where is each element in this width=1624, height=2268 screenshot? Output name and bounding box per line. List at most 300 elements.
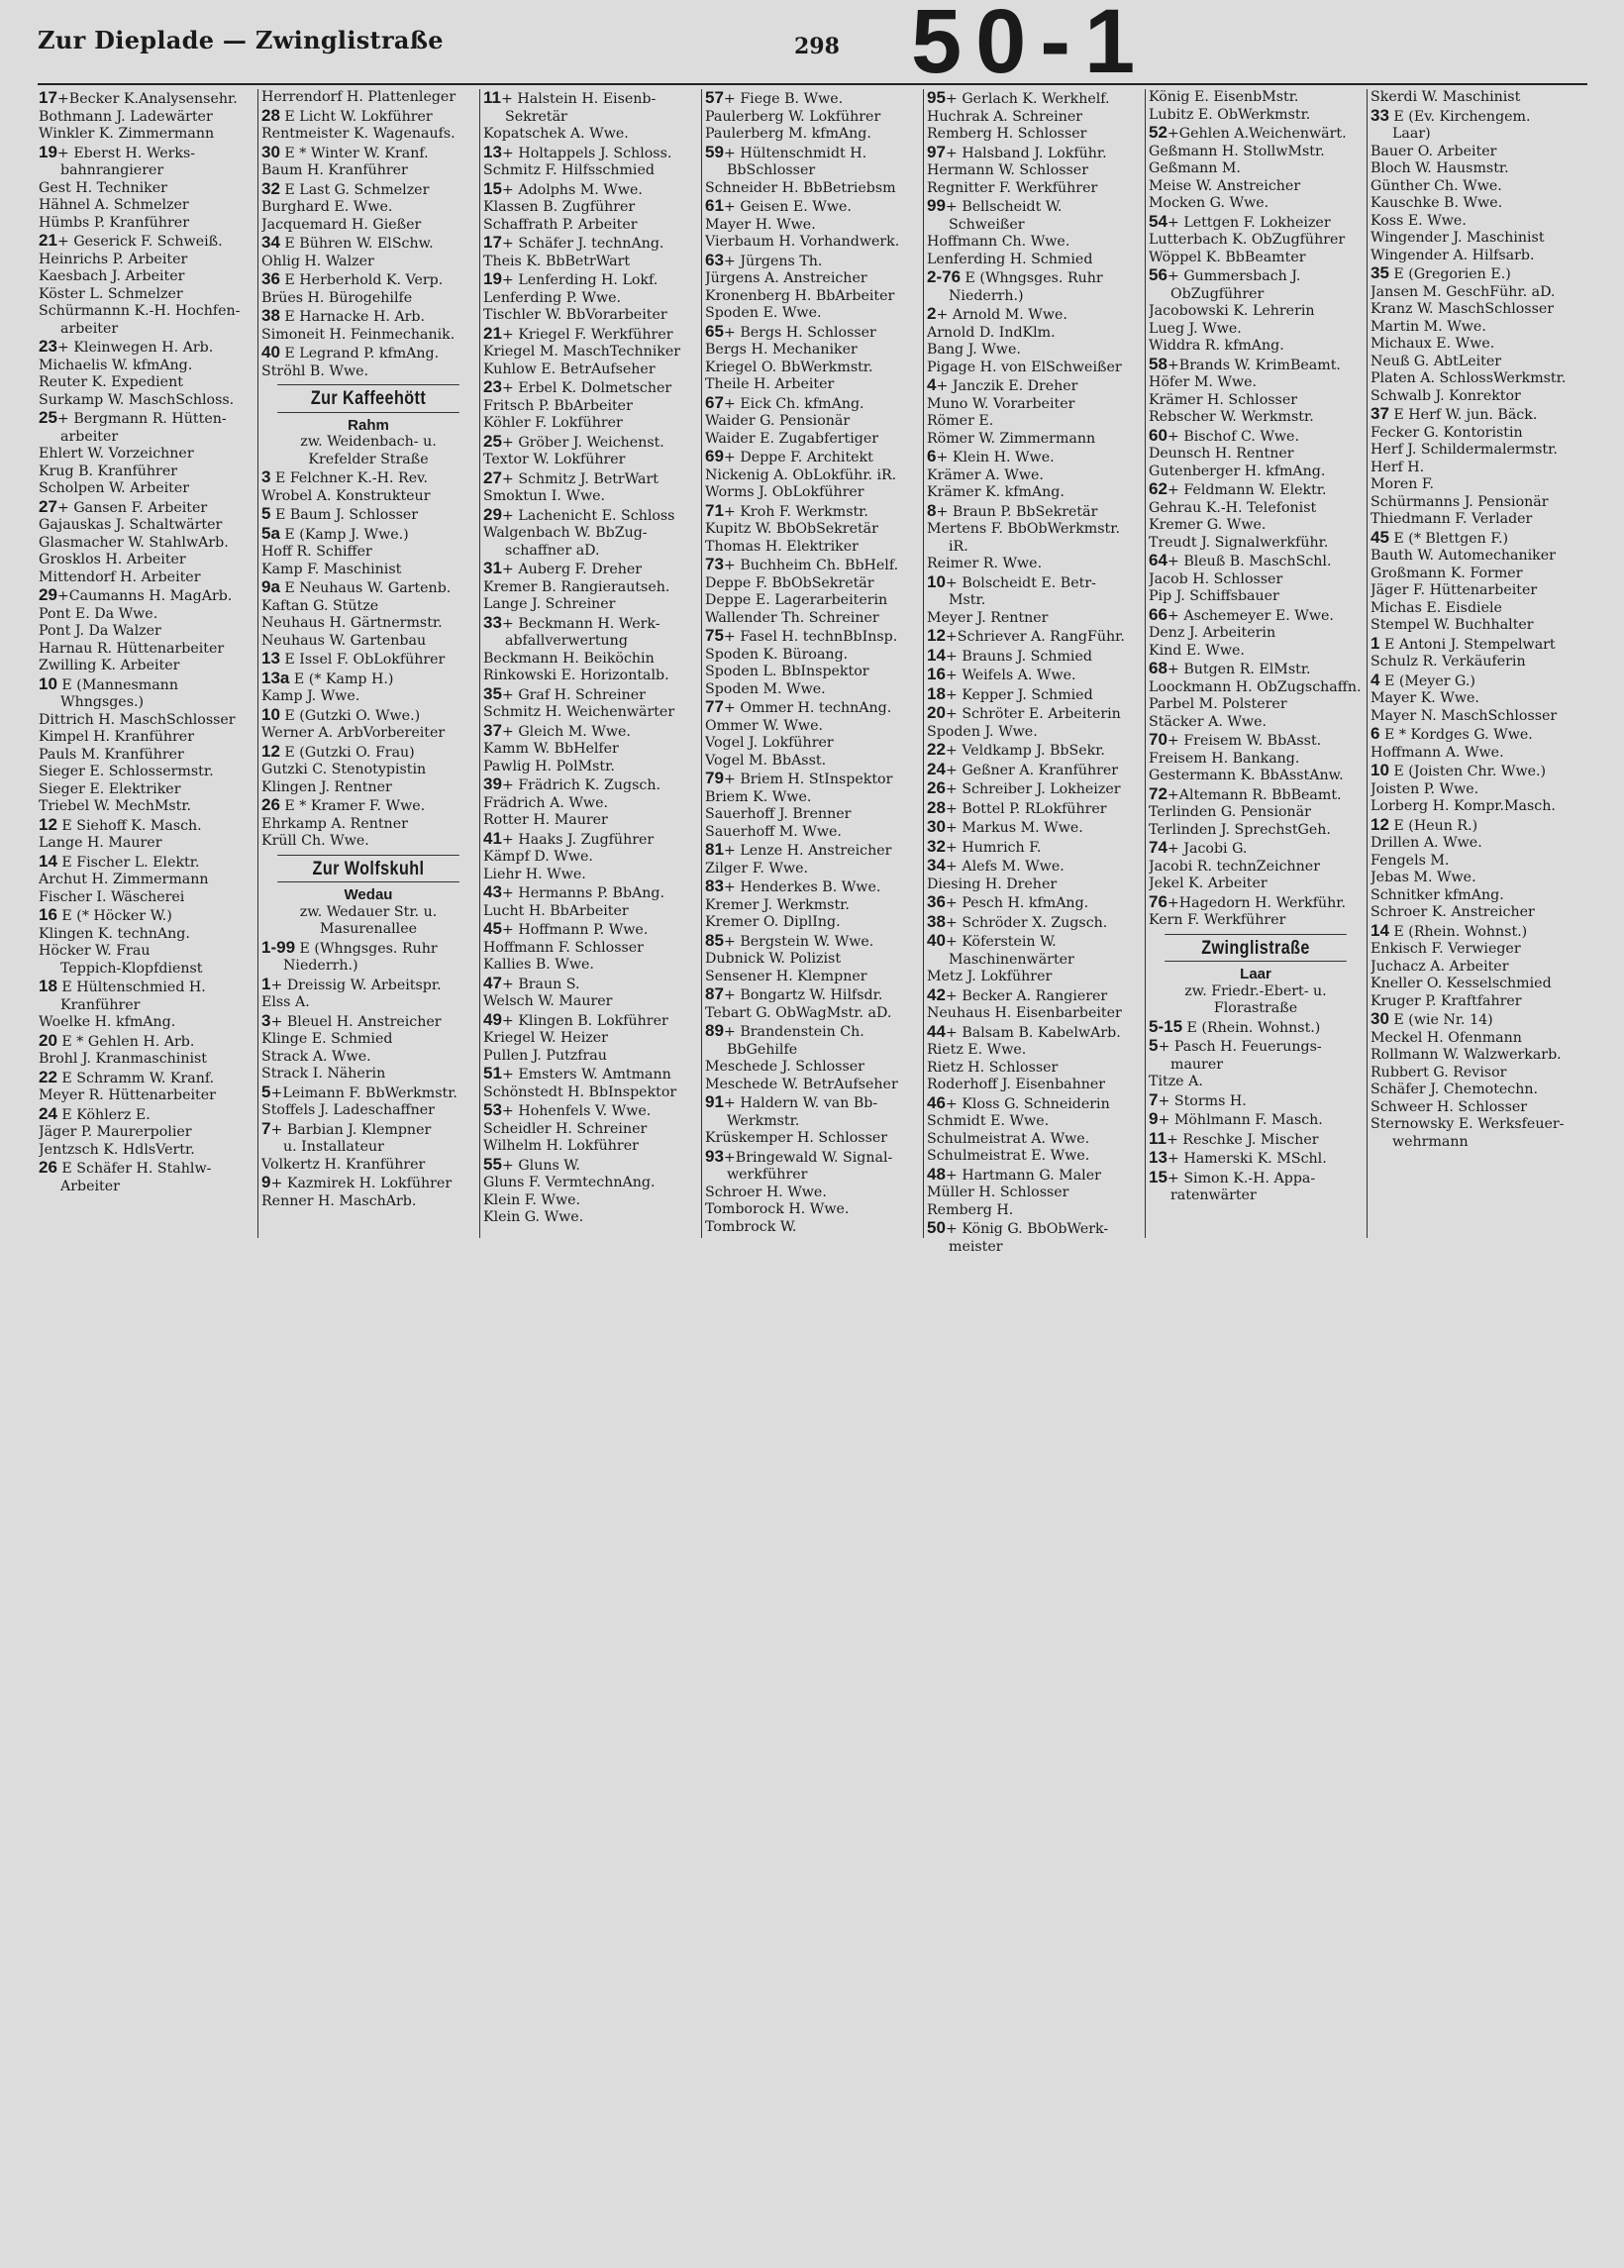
directory-entry <box>483 290 697 308</box>
directory-entry <box>483 560 697 579</box>
directory-entry <box>705 323 919 343</box>
house-number: 13a <box>261 669 290 687</box>
house-number: 30 <box>927 818 946 836</box>
house-number: 7 <box>261 1119 271 1138</box>
directory-entry <box>261 162 475 180</box>
house-number: 75 <box>705 627 724 645</box>
entry-continuation <box>39 961 254 979</box>
entry-text: Krämer A. Wwe. <box>927 466 1044 483</box>
entry-text: + Eick Ch. kfmAng. <box>723 395 864 412</box>
house-number: 29 <box>483 505 502 524</box>
entry-text: Gutzki C. Stenotypistin <box>261 762 427 777</box>
directory-entry <box>261 180 475 200</box>
house-number: 2 <box>927 305 937 323</box>
house-number: 23 <box>483 378 502 396</box>
entry-text: +Leimann F. BbWerkmstr. <box>270 1084 457 1101</box>
entry-text: Deunsch H. Rentner <box>1149 446 1294 462</box>
entry-text: + Schreiber J. Lokheizer <box>945 781 1121 797</box>
entry-text: Rubbert G. Revisor <box>1370 1064 1507 1081</box>
directory-entry <box>1149 480 1363 500</box>
house-number: 70 <box>1149 731 1167 749</box>
directory-entry <box>39 1087 254 1105</box>
directory-entry <box>39 535 254 553</box>
directory-entry <box>1370 89 1584 107</box>
entry-text: E (Gutzki O. Frau) <box>279 744 415 761</box>
directory-entry <box>261 488 475 506</box>
house-number: 83 <box>705 877 724 895</box>
directory-entry <box>927 268 1141 288</box>
house-number: 60 <box>1149 426 1167 445</box>
house-number: 31 <box>483 560 502 577</box>
entry-text: Kranführer <box>60 996 141 1013</box>
house-number: 38 <box>927 912 946 931</box>
entry-text: + Schröder X. Zugsch. <box>945 914 1108 931</box>
entry-text: Lenferding P. Wwe. <box>483 289 622 306</box>
entry-text: Pullen J. Putzfrau <box>483 1047 607 1064</box>
entry-text: + Dreissig W. Arbeitspr. <box>270 977 442 993</box>
directory-entry <box>705 288 919 306</box>
entry-text: Stoffels J. Ladeschaffner <box>261 1102 435 1118</box>
house-number: 45 <box>483 920 502 938</box>
directory-entry <box>1149 679 1363 697</box>
entry-text: Vogel J. Lokführer <box>705 735 834 751</box>
entry-text: Meckel H. Ofenmann <box>1370 1029 1522 1046</box>
entry-text: Treudt J. Signalwerkführ. <box>1149 534 1329 551</box>
directory-entry <box>1370 548 1584 566</box>
entry-text: + Geßner A. Kranführer <box>945 762 1119 778</box>
directory-entry <box>261 468 475 488</box>
directory-entry <box>483 180 697 200</box>
directory-entry <box>1370 671 1584 691</box>
house-number: 74 <box>1149 839 1167 857</box>
directory-entry <box>483 1175 697 1192</box>
directory-entry <box>1149 751 1363 769</box>
entry-continuation <box>705 1042 919 1060</box>
entry-text: E Neuhaus W. Gartenb. <box>279 580 452 596</box>
entry-text: Meschede J. Schlosser <box>705 1059 864 1075</box>
directory-entry <box>39 764 254 781</box>
directory-entry <box>261 670 475 689</box>
directory-entry <box>1370 213 1584 231</box>
entry-text: Volkertz H. Kranführer <box>261 1156 426 1173</box>
entry-text: Hoff R. Schiffer <box>261 544 372 560</box>
entry-continuation <box>39 162 254 180</box>
house-number: 10 <box>927 572 946 591</box>
entry-text: Römer E. <box>927 413 994 429</box>
directory-entry <box>1370 336 1584 354</box>
entry-text: Textor W. Lokführer <box>483 452 626 467</box>
entry-text: Hermann W. Schlosser <box>927 162 1088 178</box>
directory-entry <box>927 573 1141 593</box>
entry-text: Mstr. <box>949 592 986 608</box>
entry-text: Spoden M. Wwe. <box>705 680 826 697</box>
house-number: 9 <box>1149 1110 1159 1128</box>
entry-text: Lutterbach K. ObZugführer <box>1149 232 1346 248</box>
entry-text: Krämer H. Schlosser <box>1149 391 1297 408</box>
entry-text: Pont E. Da Wwe. <box>39 605 158 622</box>
directory-entry <box>483 1156 697 1176</box>
directory-entry <box>1149 464 1363 481</box>
directory-entry <box>261 743 475 763</box>
directory-entry <box>1149 89 1363 107</box>
house-number: 24 <box>39 1104 57 1123</box>
directory-entry <box>927 484 1141 502</box>
entry-text: Klingen J. Rentner <box>261 778 392 795</box>
house-number: 36 <box>927 893 946 911</box>
entry-text: Ehrkamp A. Rentner <box>261 815 408 832</box>
directory-entry <box>1370 460 1584 477</box>
entry-text: Schürmanns J. Pensionär <box>1370 493 1549 510</box>
house-number: 38 <box>261 307 280 325</box>
entry-text: Wingender J. Maschinist <box>1370 230 1545 246</box>
directory-entry <box>1370 107 1584 127</box>
directory-entry <box>261 762 475 779</box>
entry-text: Sensener H. Klempner <box>705 968 867 984</box>
directory-entry <box>261 270 475 290</box>
entry-text: Kupitz W. BbObSekretär <box>705 521 878 537</box>
street-location: zw. Weidenbach- u. <box>300 434 437 450</box>
directory-entry <box>1370 370 1584 388</box>
directory-entry <box>1370 284 1584 302</box>
directory-entry <box>927 761 1141 780</box>
directory-entry <box>483 704 697 722</box>
entry-text: + Bolscheidt E. Betr- <box>945 574 1096 591</box>
directory-entry <box>483 722 697 742</box>
house-number: 69 <box>705 448 724 465</box>
house-number: 10 <box>1370 762 1389 779</box>
entry-text: + Lachenicht E. Schloss <box>501 507 675 524</box>
entry-text: Winkler K. Zimmermann <box>39 126 215 142</box>
directory-entry <box>483 596 697 614</box>
directory-entry <box>705 360 919 377</box>
entry-text: + Klein H. Wwe. <box>936 450 1055 465</box>
entry-text: + Jacobi G. <box>1167 841 1248 857</box>
directory-entry <box>1149 552 1363 571</box>
directory-entry <box>261 144 475 163</box>
entry-text: Werkmstr. <box>727 1112 800 1129</box>
entry-text: + Ommer H. technAng. <box>723 700 892 716</box>
directory-entry <box>1370 529 1584 549</box>
directory-entry <box>927 1023 1141 1043</box>
entry-text: + Möhlmann F. Masch. <box>1158 1112 1323 1128</box>
directory-entry <box>927 1148 1141 1166</box>
house-number: 1 <box>1370 634 1380 653</box>
entry-text: Römer W. Zimmermann <box>927 430 1096 447</box>
entry-text: Schmitz H. Weichenwärter <box>483 704 675 720</box>
entry-text: Schroer K. Anstreicher <box>1370 904 1535 920</box>
entry-text: Kamm W. BbHelfer <box>483 741 619 757</box>
directory-entry <box>483 830 697 850</box>
entry-continuation <box>927 952 1141 970</box>
directory-entry <box>1149 625 1363 643</box>
directory-entry <box>1149 250 1363 267</box>
entry-text: + Bleuel H. Anstreicher <box>270 1013 442 1030</box>
entry-text: Bauth W. Automechaniker <box>1370 548 1556 564</box>
directory-entry <box>705 681 919 699</box>
entry-text: Wingender A. Hilfsarb. <box>1370 247 1535 263</box>
directory-entry <box>927 1005 1141 1023</box>
entry-text: Paulerberg W. Lokführer <box>705 108 881 125</box>
directory-entry <box>705 305 919 323</box>
house-number: 17 <box>39 89 57 107</box>
directory-entry <box>39 1069 254 1088</box>
directory-entry <box>1370 476 1584 494</box>
entry-text: Worms J. ObLokführer <box>705 484 864 500</box>
directory-entry <box>261 1031 475 1049</box>
entry-text: Kruger P. Kraftfahrer <box>1370 992 1522 1009</box>
entry-text: Laar) <box>1392 126 1431 142</box>
directory-entry <box>483 469 697 489</box>
house-number: 5a <box>261 524 280 543</box>
entry-text: + Pasch H. Feuerungs- <box>1158 1039 1322 1055</box>
entry-text: Werner A. ArbVorbereiter <box>261 725 446 741</box>
entry-continuation <box>483 543 697 561</box>
entry-text: + Briem H. StInspektor <box>723 772 893 787</box>
directory-entry <box>1370 1030 1584 1048</box>
house-number: 62 <box>1149 480 1167 498</box>
entry-text: E Schramm W. Kranf. <box>56 1070 215 1086</box>
directory-entry <box>927 144 1141 163</box>
entry-text: Gajauskas J. Schaltwärter <box>39 517 223 533</box>
directory-entry <box>705 502 919 522</box>
entry-text: arbeiter <box>60 428 119 445</box>
directory-entry <box>705 861 919 878</box>
directory-entry <box>927 969 1141 986</box>
entry-text: Martin M. Wwe. <box>1370 318 1486 335</box>
entry-text: Kopatschek A. Wwe. <box>483 126 629 142</box>
directory-entry <box>1149 606 1363 626</box>
entry-text: E (Rhein. Wohnst.) <box>1388 923 1528 940</box>
entry-text: Rentmeister K. Wagenaufs. <box>261 126 456 142</box>
directory-entry <box>483 199 697 217</box>
entry-text: + Auberg F. Dreher <box>501 562 643 577</box>
entry-text: E Antoni J. Stempelwart <box>1379 636 1556 653</box>
entry-text: Arnold D. IndKlm. <box>927 324 1056 341</box>
entry-text: + Geserick F. Schweiß. <box>56 234 223 250</box>
directory-entry <box>39 180 254 198</box>
directory-entry <box>705 1077 919 1094</box>
directory-entry <box>705 234 919 252</box>
entry-text: + Bischof C. Wwe. <box>1167 428 1299 445</box>
entry-text: Mayer K. Wwe. <box>1370 690 1479 706</box>
directory-entry <box>261 816 475 834</box>
entry-continuation <box>1370 126 1584 144</box>
directory-entry <box>927 1185 1141 1202</box>
directory-entry <box>1149 859 1363 876</box>
directory-entry <box>705 592 919 610</box>
directory-entry <box>261 706 475 726</box>
directory-entry <box>39 286 254 304</box>
directory-entry <box>1149 232 1363 250</box>
directory-entry <box>39 712 254 730</box>
directory-entry <box>261 107 475 127</box>
entry-text: + Storms H. <box>1158 1092 1247 1109</box>
directory-entry <box>927 162 1141 180</box>
entry-text: Thomas H. Elektriker <box>705 538 859 555</box>
entry-text: E Licht W. Lokführer <box>279 108 433 125</box>
entry-text: Fritsch P. BbArbeiter <box>483 397 633 414</box>
directory-entry <box>483 1209 697 1227</box>
directory-entry <box>39 252 254 269</box>
directory-entry <box>1370 922 1584 942</box>
entry-text: Mayer H. Wwe. <box>705 216 816 233</box>
entry-text: Schnitker kfmAng. <box>1370 886 1504 903</box>
directory-entry <box>39 374 254 392</box>
entry-text: + Reschke J. Mischer <box>1166 1131 1319 1148</box>
house-number: 34 <box>261 234 280 252</box>
directory-entry <box>1149 571 1363 589</box>
directory-entry <box>1370 870 1584 887</box>
house-number: 36 <box>261 270 280 288</box>
entry-text: Niederrh.) <box>949 287 1024 304</box>
directory-entry <box>1149 500 1363 518</box>
entry-text: + Kriegel F. Werkführer <box>501 326 673 343</box>
directory-entry <box>1149 912 1363 930</box>
directory-entry <box>483 398 697 416</box>
house-number: 93 <box>705 1147 724 1166</box>
entry-text: Schulmeistrat E. Wwe. <box>927 1148 1090 1164</box>
entry-text: E Siehoff K. Masch. <box>56 817 202 834</box>
entry-text: + Kazmirek H. Lokführer <box>270 1176 453 1191</box>
house-number: 30 <box>261 143 280 161</box>
entry-text: Schürmannn K.-H. Hochfen- <box>39 303 241 319</box>
directory-entry <box>927 325 1141 343</box>
directory-entry <box>927 913 1141 933</box>
directory-entry <box>39 606 254 624</box>
entry-text: Hähnel A. Schmelzer <box>39 197 189 213</box>
directory-entry <box>39 517 254 535</box>
directory-entry <box>705 1201 919 1219</box>
entry-text: + Kroh F. Werkmstr. <box>723 503 868 520</box>
entry-text: + Hermanns P. BbAng. <box>501 885 665 901</box>
directory-entry <box>261 650 475 670</box>
entry-text: Fischer I. Wäscherei <box>39 888 185 905</box>
directory-entry <box>483 775 697 795</box>
house-number: 87 <box>705 985 724 1003</box>
entry-text: Hoffmann F. Schlosser <box>483 939 644 956</box>
house-number: 44 <box>927 1022 946 1041</box>
entry-text: wehrmann <box>1392 1133 1469 1150</box>
house-number: 40 <box>927 932 946 950</box>
entry-text: E Harnacke H. Arb. <box>279 309 425 325</box>
house-number: 39 <box>483 775 502 793</box>
directory-entry <box>39 144 254 163</box>
entry-text: E Schäfer H. Stahlw- <box>56 1161 212 1177</box>
entry-text: Triebel W. MechMstr. <box>39 798 192 814</box>
house-number: 95 <box>927 89 946 107</box>
entry-text: Ehlert W. Vorzeichner <box>39 446 194 462</box>
house-number: 56 <box>1149 266 1167 284</box>
entry-text: Platen A. SchlossWerkmstr. <box>1370 370 1567 386</box>
directory-entry <box>705 664 919 681</box>
entry-text: + Bottel P. RLokführer <box>945 800 1107 817</box>
entry-text: Walgenbach W. BbZug- <box>483 525 648 541</box>
directory-entry <box>261 217 475 235</box>
directory-entry <box>927 109 1141 127</box>
entry-text: +Becker K.Analysensehr. <box>56 91 238 107</box>
house-number: 35 <box>483 684 502 703</box>
entry-text: Thiedmann F. Verlader <box>1370 511 1533 527</box>
directory-entry <box>483 1030 697 1048</box>
entry-text: Jacob H. Schlosser <box>1149 570 1283 587</box>
directory-entry <box>261 505 475 525</box>
entry-text: Hoffmann A. Wwe. <box>1370 744 1504 761</box>
entry-text: Tombrock W. <box>705 1218 797 1235</box>
directory-entry <box>39 1051 254 1069</box>
entry-text: + Markus M. Wwe. <box>945 820 1083 836</box>
house-number: 4 <box>927 376 937 394</box>
directory-entry <box>705 969 919 986</box>
directory-entry <box>39 1159 254 1179</box>
directory-entry <box>1370 904 1584 922</box>
entry-text: schaffner aD. <box>505 542 600 559</box>
entry-text: Waider G. Pensionär <box>705 413 851 429</box>
entry-text: Elss A. <box>261 994 310 1010</box>
directory-entry <box>1149 321 1363 339</box>
directory-entry <box>261 833 475 851</box>
directory-entry <box>483 685 697 705</box>
entry-text: + Humrich F. <box>945 839 1042 856</box>
directory-entry <box>39 215 254 233</box>
house-number: 30 <box>1370 1010 1389 1028</box>
entry-text: + Feldmann W. Elektr. <box>1167 482 1327 498</box>
directory-entry <box>39 392 254 410</box>
directory-entry <box>927 986 1141 1006</box>
entry-continuation <box>483 633 697 651</box>
street-location: Florastraße <box>1213 1000 1298 1016</box>
entry-text: E (Gutzki O. Wwe.) <box>279 707 421 724</box>
directory-entry <box>1370 1082 1584 1099</box>
directory-entry <box>483 126 697 144</box>
house-number: 5-15 <box>1149 1017 1183 1036</box>
directory-entry <box>261 976 475 995</box>
directory-entry <box>261 1049 475 1067</box>
entry-text: Kremer G. Wwe. <box>1149 517 1267 533</box>
house-number: 58 <box>1149 355 1167 373</box>
street-location: zw. Wedauer Str. u. <box>299 903 438 920</box>
entry-text: Heinrichs P. Arbeiter <box>39 251 188 267</box>
entry-text: Surkamp W. MaschSchloss. <box>39 391 235 408</box>
house-number: 19 <box>483 270 502 288</box>
directory-entry <box>483 307 697 325</box>
entry-text: + Pesch H. kfmAng. <box>945 895 1089 911</box>
entry-text: Bauer O. Arbeiter <box>1370 143 1497 159</box>
directory-entry <box>483 741 697 759</box>
directory-entry <box>1149 374 1363 392</box>
directory-entry <box>483 957 697 975</box>
entry-text: + Fiege B. Wwe. <box>723 91 844 107</box>
directory-entry <box>1149 839 1363 859</box>
entry-text: Kamp F. Maschinist <box>261 561 402 577</box>
directory-entry <box>39 872 254 889</box>
entry-text: Jansen M. GeschFühr. aD. <box>1370 283 1556 300</box>
directory-entry <box>927 556 1141 573</box>
house-number: 85 <box>705 931 724 950</box>
entry-text: Kriegel W. Heizer <box>483 1030 608 1046</box>
directory-entry <box>483 325 697 345</box>
house-number: 5 <box>1149 1037 1159 1055</box>
entry-text: ratenwärter <box>1170 1187 1257 1203</box>
entry-continuation <box>705 162 919 180</box>
entry-text: Müller H. Schlosser <box>927 1185 1069 1200</box>
directory-entry <box>1370 798 1584 816</box>
directory-entry <box>927 252 1141 269</box>
directory-entry <box>1370 178 1584 196</box>
entry-text: + Schröter E. Arbeiterin <box>945 706 1121 722</box>
directory-entry <box>1149 517 1363 535</box>
house-number: 47 <box>483 974 502 992</box>
house-number: 23 <box>39 338 57 356</box>
